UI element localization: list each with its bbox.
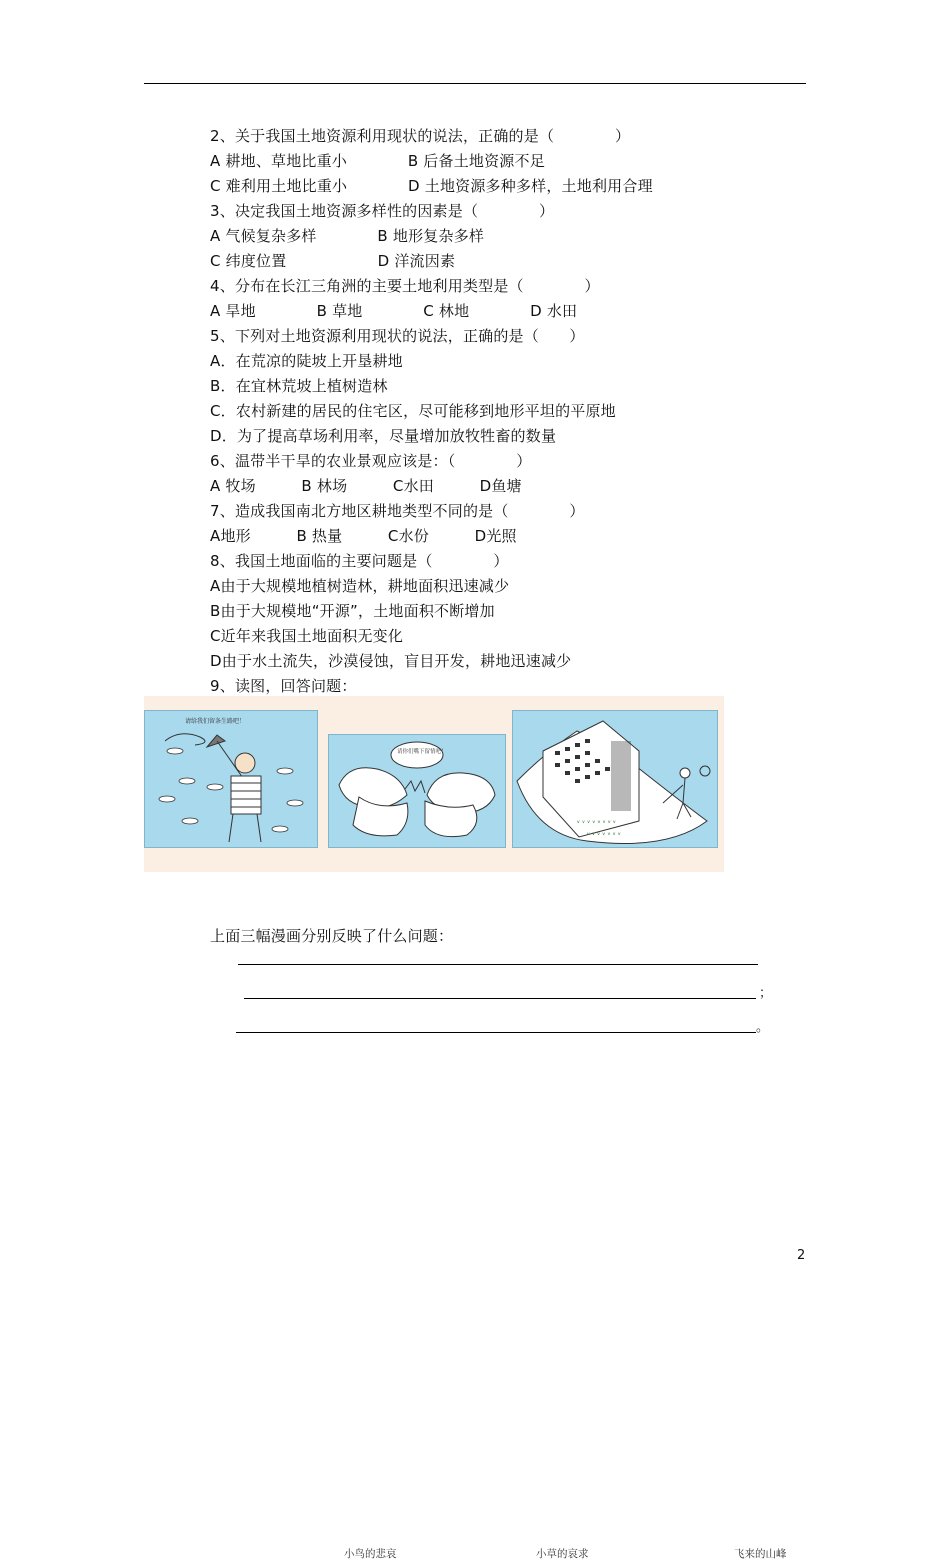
answer-line-1[interactable] [238, 964, 758, 965]
question-4-options: A 旱地 B 草地 C 林地 D 水田 [210, 302, 578, 320]
question-5: 5、下列对土地资源利用现状的说法，正确的是（ ） [210, 327, 585, 345]
question-7: 7、造成我国南北方地区耕地类型不同的是（ ） [210, 502, 585, 520]
question-3: 3、决定我国土地资源多样性的因素是（ ） [210, 202, 555, 220]
question-4: 4、分布在长江三角洲的主要土地利用类型是（ ） [210, 277, 600, 295]
question-6: 6、温带半干旱的农业景观应该是：（ ） [210, 452, 532, 470]
question-2-options-cd: C 难利用土地比重小 D 土地资源多种多样，土地利用合理 [210, 177, 653, 195]
question-5-option-d: D．为了提高草场利用率，尽量增加放牧牲畜的数量 [210, 427, 557, 445]
lumberjack-illustration [145, 711, 317, 847]
question-5-option-c: C．农村新建的居民的住宅区，尽可能移到地形平坦的平原地 [210, 402, 616, 420]
question-8-option-d: D由于水土流失，沙漠侵蚀，盲目开发，耕地迅速减少 [210, 652, 572, 670]
answer-line-3[interactable] [236, 1032, 756, 1033]
svg-text:ᵥ ᵥ ᵥ ᵥ ᵥ ᵥ ᵥ: ᵥ ᵥ ᵥ ᵥ ᵥ ᵥ ᵥ [587, 829, 621, 837]
question-9: 9、读图，回答问题： [210, 677, 357, 695]
cartoon-panel-bird [144, 710, 318, 848]
question-3-options-ab: A 气候复杂多样 B 地形复杂多样 [210, 227, 485, 245]
caption-building: 飞来的山峰 [734, 1548, 787, 1560]
question-8-option-c: C近年来我国土地面积无变化 [210, 627, 404, 645]
caption-grass: 小草的哀求 [536, 1548, 589, 1560]
question-8-option-b: B由于大规模地“开源”，土地面积不断增加 [210, 602, 495, 620]
header-rule [144, 83, 806, 84]
question-8: 8、我国土地面临的主要问题是（ ） [210, 552, 509, 570]
question-2-options-ab: A 耕地、草地比重小 B 后备土地资源不足 [210, 152, 545, 170]
question-5-option-b: B．在宜林荒坡上植树造林 [210, 377, 388, 395]
answer-prompt: 上面三幅漫画分别反映了什么问题： [210, 927, 454, 945]
svg-text:ᵥ ᵥ ᵥ ᵥ ᵥ ᵥ ᵥ ᵥ: ᵥ ᵥ ᵥ ᵥ ᵥ ᵥ ᵥ ᵥ [577, 817, 616, 825]
answer-line-2[interactable] [244, 998, 756, 999]
question-3-options-cd: C 纬度位置 D 洋流因素 [210, 252, 456, 270]
question-7-options: A地形 B 热量 C水份 D光照 [210, 527, 517, 545]
question-8-option-a: A由于大规模地植树造林，耕地面积迅速减少 [210, 577, 510, 595]
answer-line-2-punct: ； [759, 986, 773, 1001]
building-illustration [513, 711, 717, 847]
question-6-options: A 牧场 B 林场 C水田 D鱼塘 [210, 477, 522, 495]
cartoon-panel-grass [328, 734, 506, 848]
question-2: 2、关于我国土地资源利用现状的说法，正确的是（ ） [210, 127, 631, 145]
page-number: 2 [797, 1248, 806, 1263]
question-5-option-a: A．在荒凉的陡坡上开垦耕地 [210, 352, 403, 370]
cartoon-panel-building [512, 710, 718, 848]
bubble-1-text: 请给我们留条生路吧！ [185, 718, 246, 725]
bubble-2-text: 请你们嘴下留情吧！ [397, 749, 447, 755]
sheep-illustration [329, 735, 505, 847]
caption-bird: 小鸟的悲哀 [344, 1548, 397, 1560]
answer-line-3-punct: 。 [756, 1020, 770, 1035]
